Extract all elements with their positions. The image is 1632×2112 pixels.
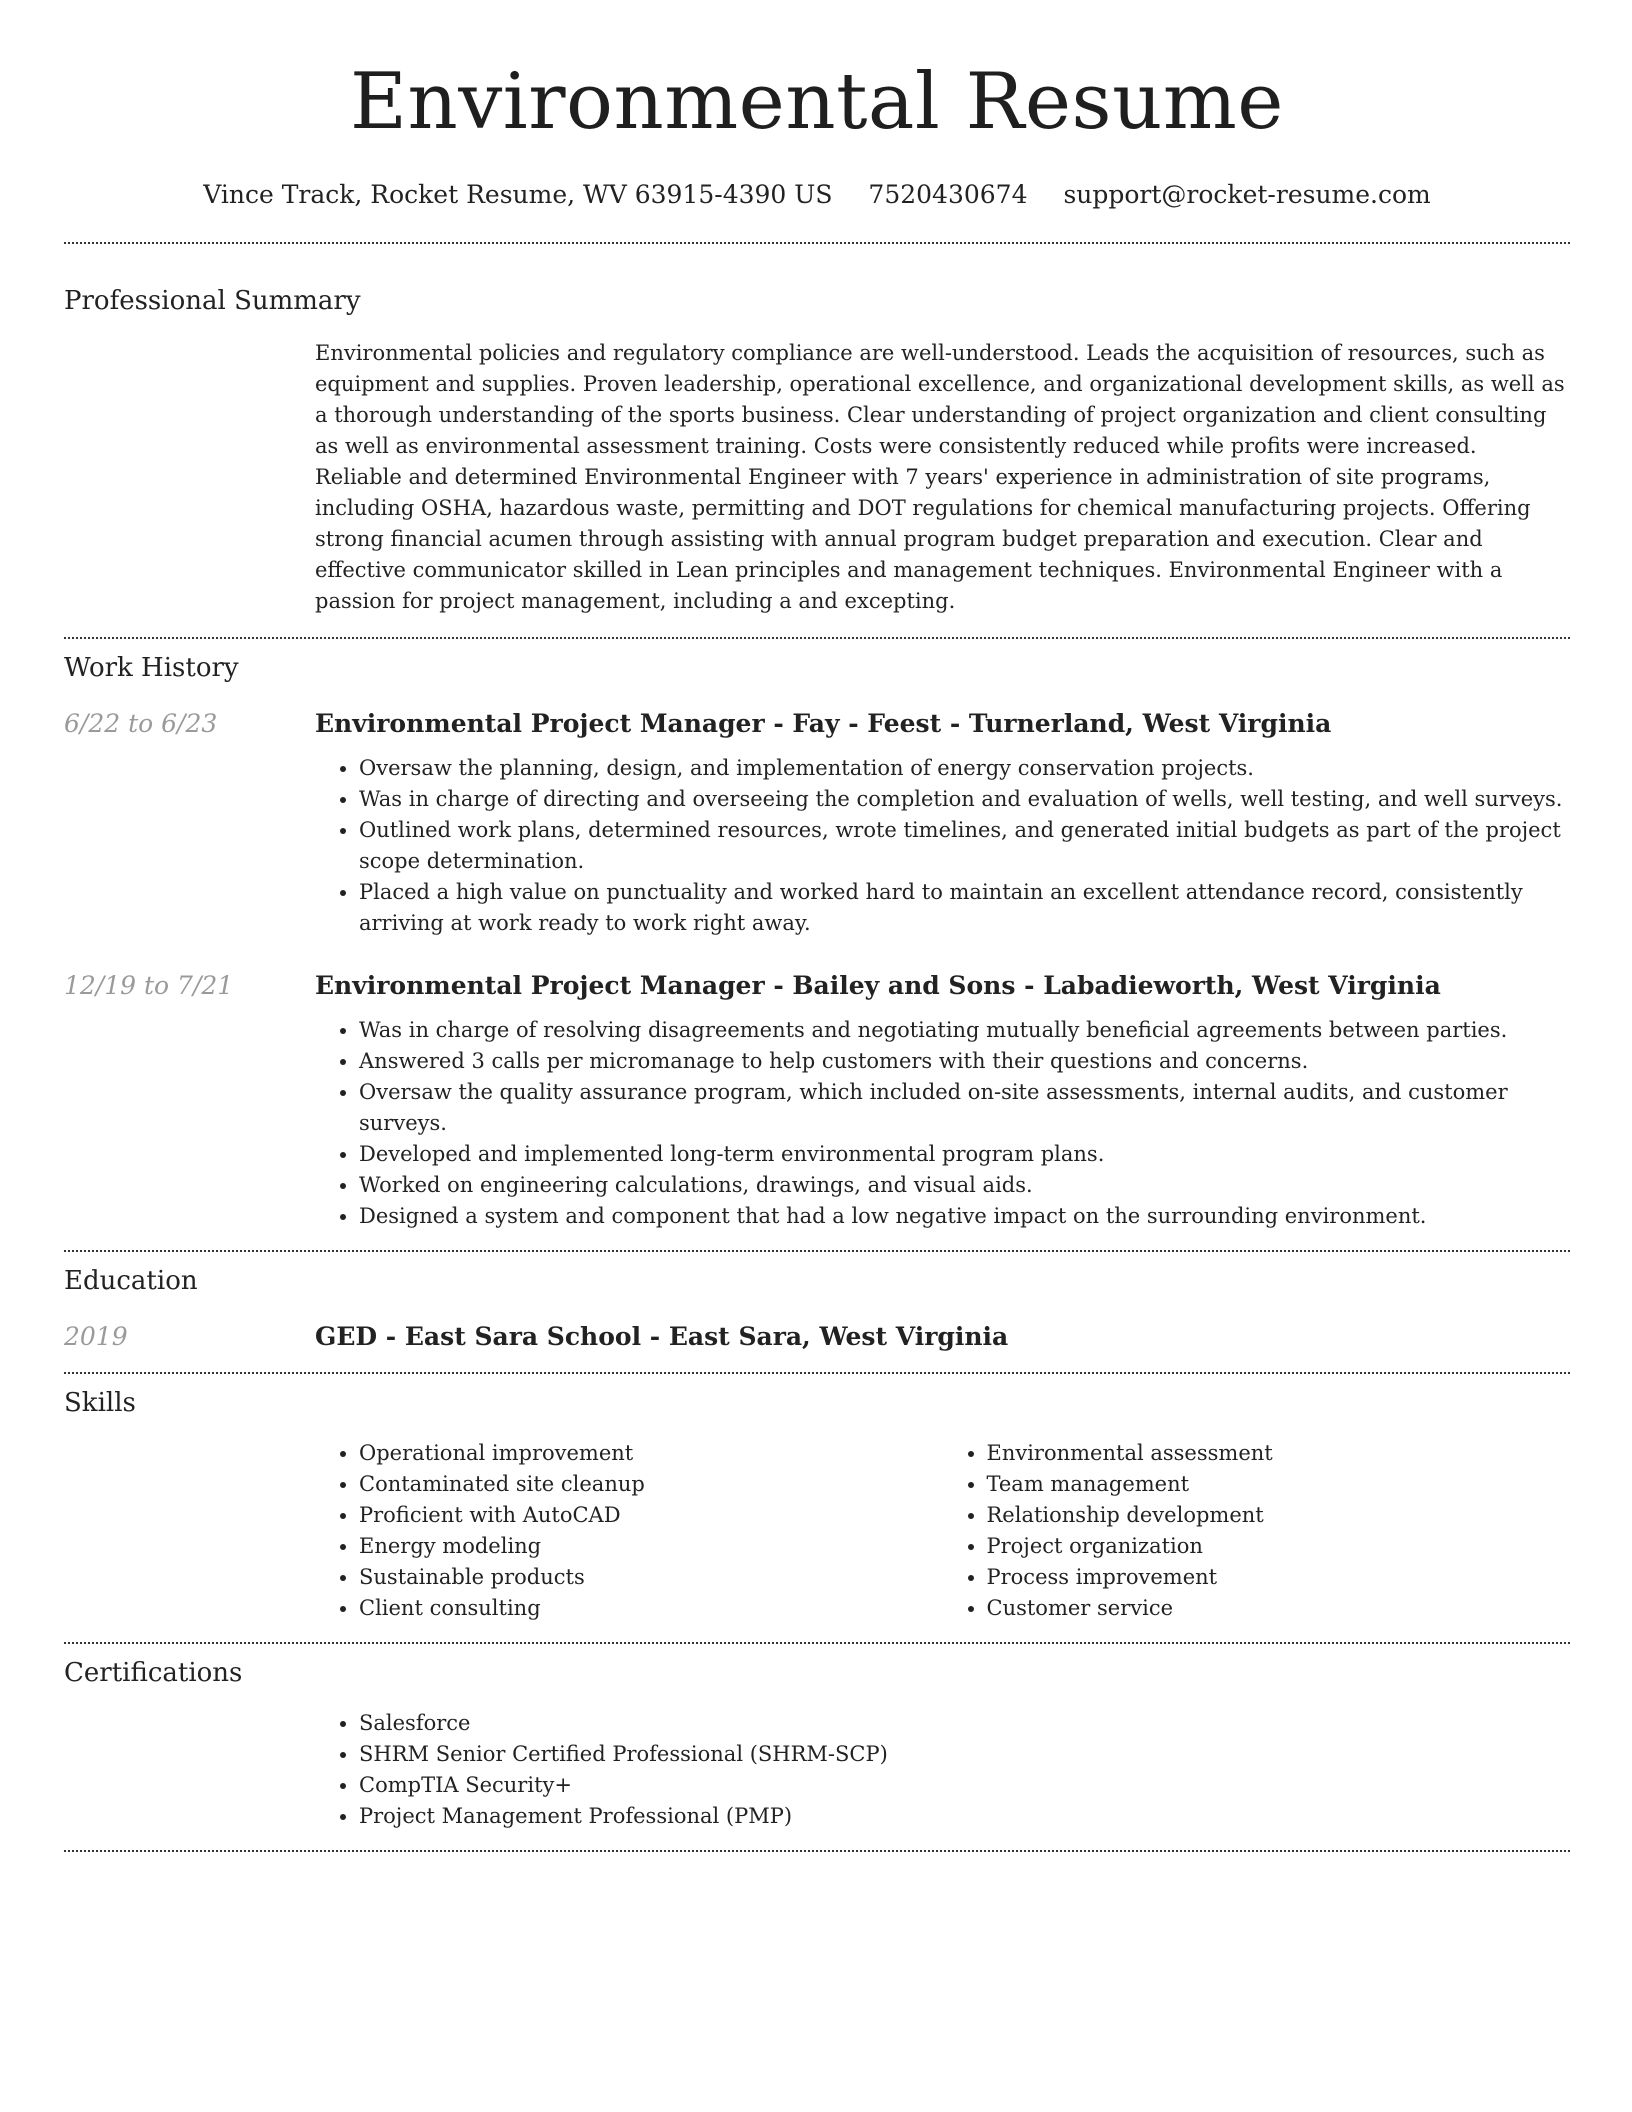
job-entry [64, 969, 1570, 1232]
section-work-history [64, 651, 1570, 1232]
contact-email: support@rocket-resume.com [1063, 180, 1431, 209]
list-item: • Customer service [987, 1593, 1571, 1624]
list-item: • Answered 3 calls per micromanage to help customers with their questions and concerns. [359, 1046, 1570, 1077]
resume-title: Environmental Resume [350, 57, 1284, 147]
list-item: • Developed and implemented long-term environmental program plans. [359, 1139, 1570, 1170]
section-skills [64, 1386, 1570, 1624]
divider [64, 637, 1570, 639]
section-title-certifications: Certifications [64, 1658, 243, 1688]
job-heading: Environmental Project Manager - Bailey and Sons - Labadieworth, West Virginia [315, 971, 1441, 1000]
list-item: • Client consulting [359, 1593, 943, 1624]
resume-page [64, 0, 1570, 1852]
education-date: 2019 [64, 1322, 128, 1351]
divider [64, 1250, 1570, 1252]
list-item: • Environmental assessment [987, 1438, 1571, 1469]
list-item: • Oversaw the quality assurance program, which included on-site assessments, internal audits, and customer surveys. [359, 1077, 1570, 1139]
education-entry [64, 1320, 1570, 1354]
list-item: • Designed a system and component that had a low negative impact on the surrounding environment. [359, 1201, 1570, 1232]
job-bullets [315, 1015, 1570, 1232]
list-item: • Was in charge of directing and overseeing the completion and evaluation of wells, well testing, and well surveys. [359, 784, 1570, 815]
list-item: • Outlined work plans, determined resources, wrote timelines, and generated initial budgets as part of the project scope determination. [359, 815, 1570, 877]
list-item: • Energy modeling [359, 1531, 943, 1562]
job-entry [64, 707, 1570, 939]
divider [64, 242, 1570, 244]
list-item: • Oversaw the planning, design, and implementation of energy conservation projects. [359, 753, 1570, 784]
list-item: • Sustainable products [359, 1562, 943, 1593]
list-item: • Project Management Professional (PMP) [359, 1801, 1570, 1832]
list-item: • Process improvement [987, 1562, 1571, 1593]
list-item: • Operational improvement [359, 1438, 943, 1469]
section-summary [64, 284, 1570, 617]
section-title-education: Education [64, 1266, 198, 1296]
divider [64, 1850, 1570, 1852]
list-item: • Relationship development [987, 1500, 1571, 1531]
contact-phone: 7520430674 [868, 180, 1028, 209]
list-item: • Contaminated site cleanup [359, 1469, 943, 1500]
job-bullets [315, 753, 1570, 939]
list-item: • Worked on engineering calculations, drawings, and visual aids. [359, 1170, 1570, 1201]
list-item: • SHRM Senior Certified Professional (SHRM-SCP) [359, 1739, 1570, 1770]
list-item: • Proficient with AutoCAD [359, 1500, 943, 1531]
list-item: • Project organization [987, 1531, 1571, 1562]
divider [64, 1642, 1570, 1644]
list-item: • Salesforce [359, 1708, 1570, 1739]
section-certifications [64, 1656, 1570, 1832]
contact-address: Vince Track, Rocket Resume, WV 63915-4390 US [203, 180, 833, 209]
contact-line [64, 178, 1570, 212]
section-title-summary: Professional Summary [64, 286, 361, 316]
list-item: • Team management [987, 1469, 1571, 1500]
education-heading: GED - East Sara School - East Sara, West Virginia [315, 1322, 1009, 1351]
job-dates: 6/22 to 6/23 [64, 709, 218, 738]
list-item: • Placed a high value on punctuality and worked hard to maintain an excellent attendance record, consistently arriving at work ready to work right away. [359, 877, 1570, 939]
divider [64, 1372, 1570, 1374]
job-dates: 12/19 to 7/21 [64, 971, 234, 1000]
section-title-skills: Skills [64, 1388, 136, 1418]
list-item: • Was in charge of resolving disagreements and negotiating mutually beneficial agreements between parties. [359, 1015, 1570, 1046]
skills-list-right [943, 1438, 1571, 1624]
list-item: • CompTIA Security+ [359, 1770, 1570, 1801]
certifications-list [315, 1708, 1570, 1832]
section-education [64, 1264, 1570, 1354]
summary-text: Environmental policies and regulatory compliance are well-understood. Leads the acquisition of resources, such as equipment and supplies. Proven leadership, operational excellence, and organizational development skills, as well as a thorough understanding of the sports business. Clear understanding of project organization and client consulting as well as environmental assessment training. Costs were consistently reduced while profits were increased. Reliable and determined Environmental Engineer with 7 years' experience in administration of site programs, including OSHA, hazardous waste, permitting and DOT regulations for chemical manufacturing projects. Offering strong financial acumen through assisting with annual program budget preparation and execution. Clear and effective communicator skilled in Lean principles and management techniques. Environmental Engineer with a passion for project management, including a and excepting. [315, 341, 1565, 613]
skills-list-left [315, 1438, 943, 1624]
job-heading: Environmental Project Manager - Fay - Feest - Turnerland, West Virginia [315, 709, 1332, 738]
section-title-work: Work History [64, 653, 239, 683]
